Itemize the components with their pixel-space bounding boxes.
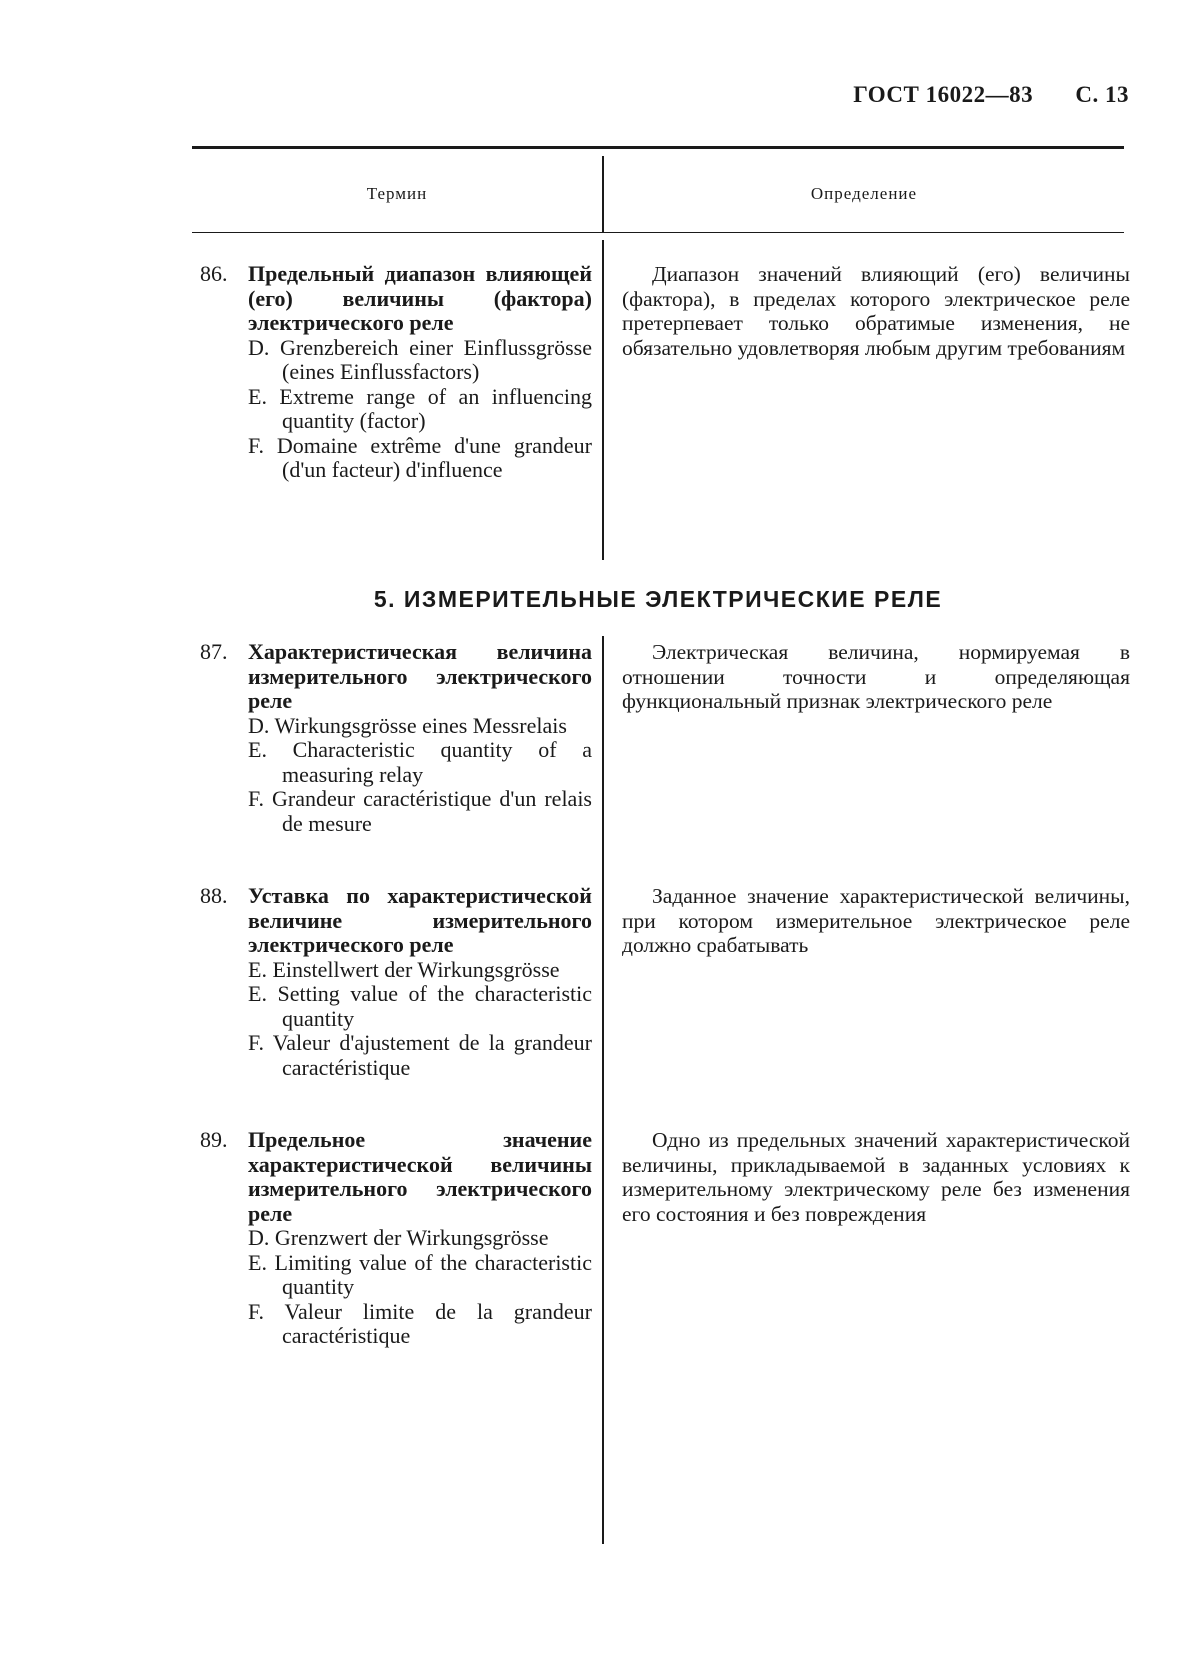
term-name: Предельный диапазон влияющей (его) величины (фактора) электрического реле [248, 261, 592, 335]
term-name: Уставка по характеристической величине измерительного электрического реле [248, 883, 592, 957]
page-header [853, 82, 1129, 108]
term-entry-86 [200, 262, 592, 483]
term-number: 87. [200, 639, 228, 664]
definition-87: Электрическая величина, нормируемая в отношении точности и определяющая функциональный признак электрического реле [622, 640, 1130, 713]
term-number: 89. [200, 1127, 228, 1152]
column-divider [602, 156, 604, 232]
foreign-term-en: E. Extreme range of an influencing quantity (factor) [248, 383, 592, 433]
term-number: 86. [200, 261, 228, 286]
definition-86: Диапазон значений влияющий (его) величины (фактора), в пределах которого электрическое реле претерпевает только обратимые изменения, не обязательно удовлетворяя любым другим требованиям [622, 262, 1130, 360]
foreign-term-fr: F. Valeur d'ajustement de la grandeur caractéristique [248, 1030, 592, 1080]
foreign-term-en: E. Characteristic quantity of a measuring relay [248, 737, 592, 787]
definition-88: Заданное значение характеристической величины, при котором измерительное электрическое реле должно срабатывать [622, 884, 1130, 957]
term-name: Характеристическая величина измерительного электрического реле [248, 639, 592, 713]
foreign-term-fr: F. Grandeur caractéristique d'un relais de mesure [248, 786, 592, 836]
column-header-definition: Определение [810, 184, 918, 203]
definition-89: Одно из предельных значений характеристической величины, прикладываемой в заданных условиях к измерительному электрическому реле без изменения его состояния и без повреждения [622, 1128, 1130, 1226]
foreign-term-en: E. Limiting value of the characteristic quantity [248, 1249, 592, 1299]
foreign-term-fr: F. Domaine extrême d'une grandeur (d'un facteur) d'influence [248, 432, 592, 482]
column-header-term: Термин [366, 184, 428, 203]
foreign-term-de: D. Grenzbereich einer Einflussgrösse (eines Einflussfactors) [248, 334, 592, 384]
table-header-rule [192, 232, 1124, 233]
standard-number: ГОСТ 16022—83 [853, 82, 1034, 107]
page-number: С. 13 [1075, 82, 1129, 107]
foreign-term-de: E. Einstellwert der Wirkungsgrösse [248, 956, 560, 982]
foreign-term-en: E. Setting value of the characteristic quantity [248, 981, 592, 1031]
column-divider [602, 636, 604, 1544]
term-entry-87 [200, 640, 592, 836]
table-top-rule [192, 146, 1124, 149]
term-name: Предельное значение характеристической величины измерительного электрического реле [248, 1127, 592, 1226]
term-number: 88. [200, 883, 228, 908]
section-title: 5. ИЗМЕРИТЕЛЬНЫЕ ЭЛЕКТРИЧЕСКИЕ РЕЛЕ [373, 586, 943, 612]
foreign-term-de: D. Grenzwert der Wirkungsgrösse [248, 1225, 549, 1250]
foreign-term-de: D. Wirkungsgrösse eines Messrelais [248, 712, 567, 738]
column-divider [602, 240, 604, 560]
foreign-term-fr: F. Valeur limite de la grandeur caractéristique [248, 1298, 592, 1348]
term-entry-88 [200, 884, 592, 1080]
term-entry-89 [200, 1128, 592, 1349]
